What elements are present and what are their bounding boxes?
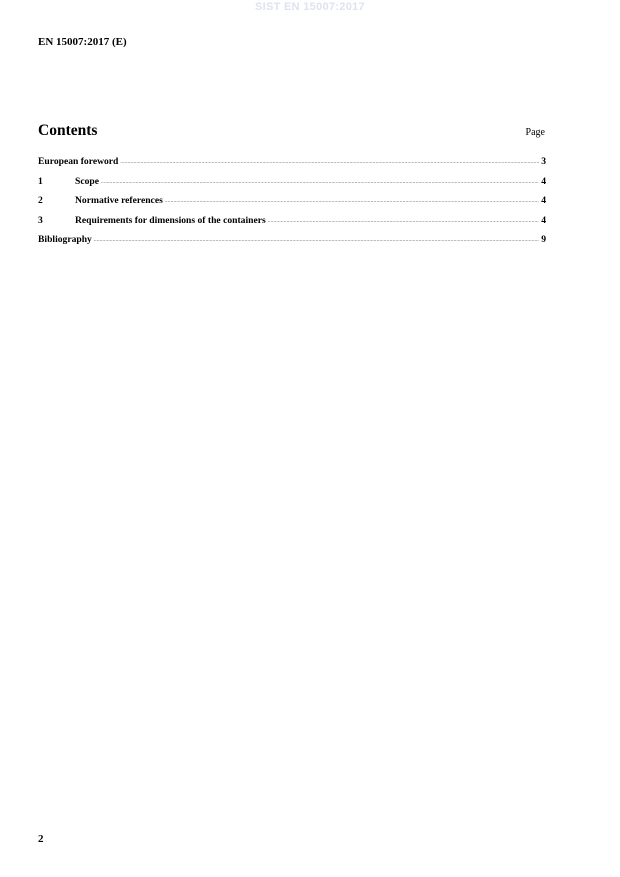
toc-leader-dots bbox=[101, 180, 539, 185]
toc-entry-number: 3 bbox=[38, 214, 43, 226]
watermark: SIST EN 15007:2017 bbox=[255, 1, 365, 13]
toc-leader-dots bbox=[268, 219, 539, 224]
toc-entry-title: European foreword bbox=[38, 156, 119, 167]
page-column-label: Page bbox=[525, 127, 545, 138]
toc-entry-bibliography[interactable] bbox=[38, 234, 546, 254]
toc-leader-dots bbox=[120, 160, 539, 165]
toc-entry-scope[interactable] bbox=[38, 176, 546, 196]
toc-entry-page: 9 bbox=[541, 234, 546, 245]
toc-entry-title: Requirements for dimensions of the containers bbox=[75, 214, 266, 226]
toc-entry-title: Scope bbox=[75, 175, 99, 187]
toc-leader-dots bbox=[165, 199, 539, 204]
contents-heading: Contents bbox=[38, 122, 98, 139]
toc-entry-page: 4 bbox=[541, 175, 546, 187]
toc-entry-page: 3 bbox=[541, 156, 546, 167]
toc-entry-requirements[interactable] bbox=[38, 215, 546, 235]
toc-entry-title: Normative references bbox=[75, 195, 163, 206]
table-of-contents bbox=[38, 156, 546, 254]
toc-entry-number: 2 bbox=[38, 195, 43, 206]
toc-entry-european-foreword[interactable] bbox=[38, 156, 546, 176]
toc-entry-title: Bibliography bbox=[38, 234, 92, 245]
page-number: 2 bbox=[38, 833, 44, 845]
toc-entry-number: 1 bbox=[38, 175, 43, 187]
toc-entry-page: 4 bbox=[541, 195, 546, 206]
toc-entry-page: 4 bbox=[541, 214, 546, 226]
toc-leader-dots bbox=[94, 238, 539, 243]
document-id-header: EN 15007:2017 (E) bbox=[38, 36, 127, 48]
toc-entry-normative-references[interactable] bbox=[38, 195, 546, 215]
